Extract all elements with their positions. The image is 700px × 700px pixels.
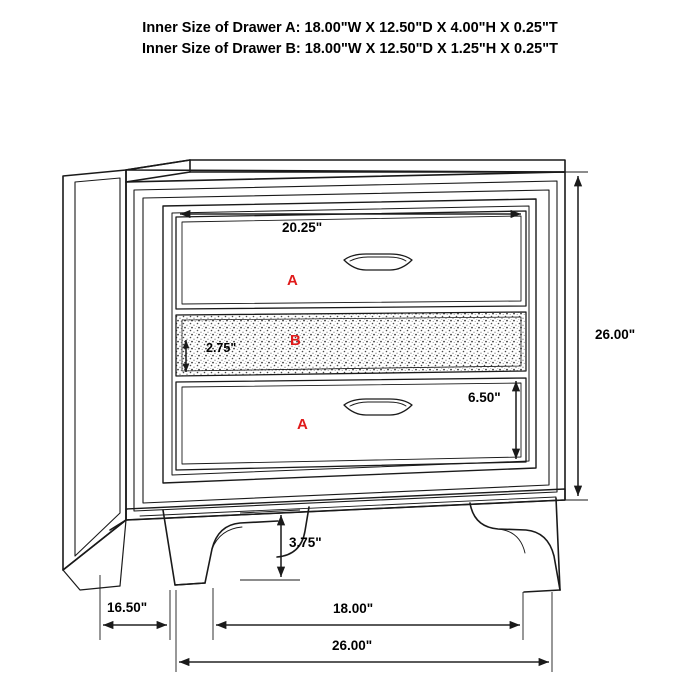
drawer-label-b-middle: B (290, 332, 301, 349)
dimension-bottom-drawer-height: 6.50" (468, 390, 501, 405)
header-line-1: Inner Size of Drawer A: 18.00"W X 12.50"D X 4.00"H X 0.25"T (142, 20, 558, 36)
drawer-label-a-bottom: A (297, 416, 308, 433)
drawer-label-a-top: A (287, 272, 298, 289)
dimension-depth: 16.50" (107, 600, 148, 615)
dimension-leg-height: 3.75" (289, 535, 322, 550)
dimension-overall-width: 26.00" (332, 638, 373, 653)
dimension-top-width: 20.25" (282, 220, 323, 235)
dimension-middle-drawer-height: 2.75" (206, 341, 237, 355)
dimension-right-height: 26.00" (595, 327, 636, 342)
header-line-2: Inner Size of Drawer B: 18.00"W X 12.50"D X 1.25"H X 0.25"T (142, 41, 558, 57)
dimension-inner-width: 18.00" (333, 601, 374, 616)
